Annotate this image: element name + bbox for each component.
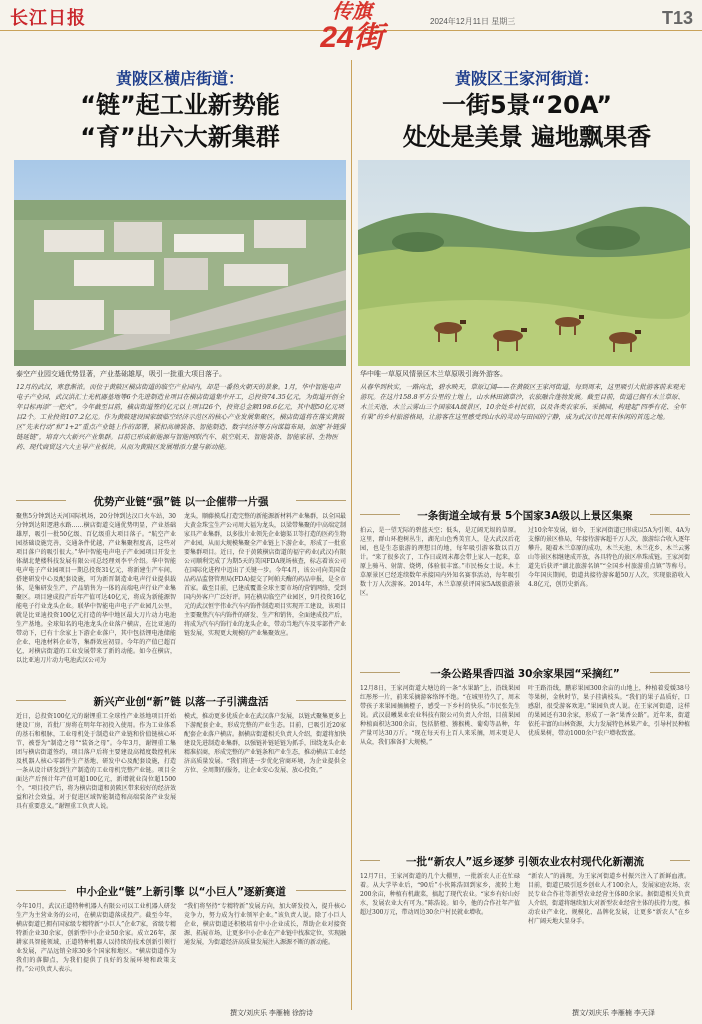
right-s3-rule-right <box>670 860 690 861</box>
section-logo <box>312 0 392 72</box>
left-headline-1: “链”起工业新势能 <box>80 91 280 119</box>
right-section1-column-1: 拍云，是一望无际的碧蓝天空；低头，是辽阔无垠的草原。这里，群山环抱树丛生，湖光山色秀美宜人，是大武汉后花园，也是生态旅游的理想目的地，每年吸引游客数以百万计。“来了很多次了，工作日或周末都会带上家人一起来，草原上骑马、射箭、烧烤，体验很丰富。”市民杨女士说。本土草原景区已经连续数年承接国内外知名赛事活动，每年吸引数十万人次游客。2014年，木兰草原获评国家5A级旅游景区。 <box>360 527 520 597</box>
right-s3-rule-left <box>360 860 380 861</box>
left-section3-column-1: 今年10月，武汉正道特种机器人有限公司以工业机器人研发生产为主营业务的公司，在横店街道落成投产。截至今年，横店街道已拥有国家级专精特新“小巨人”企业7家，省级专精特新企业30余家，创新型中小企业50余家。成立26年，深耕家具智能领域，正道特种机器人以持续的技术创新引领行业发展，产品远销全球30多个国家和地区。“横店街道作为我们的落脚点，为我们提供了良好的发展环境和政策支持。”公司负责人表示。 <box>16 903 176 973</box>
right-photo-caption: 华中唯一草原风情景区木兰草原吸引海外游客。 <box>360 371 507 378</box>
left-headline-2: “育”出六大新集群 <box>80 123 280 151</box>
left-section2-column-1: 近日，总投资100亿元的谢锂重工全球性产业基地项目开始建设厂房，首批厂房将在明年年初投入使用。作为工业体系的基石和根脉，工业母机处于制造业产业链和价值链核心环节，被誉为“制造之母”“装备之母”。今年3月，谢锂重工集团与横店街道签约，项目落户后将主要建设高精度数控机床及机器人核心零部件生产基地、研发中心及配套设施，打造一条从设计研发到生产制造的工业母机完整产业链。项目全面达产后预计年产值可超100亿元，新增就业岗位超1500个。“项目投产后，将为横店街道和黄陂区带来较好的经济效益和社会效益，对于促进区域智能制造和高端装备产业发展具有重要意义。”谢锂重工负责人说。 <box>16 713 176 810</box>
right-section3-title: 一批“新农人”返乡逐梦 引领农业农村现代化新潮流 <box>406 856 644 868</box>
left-section3-title: 中小企业“链”上新引擎 以“小巨人”逐新赛道 <box>76 886 286 898</box>
column-divider <box>351 60 352 1010</box>
right-headline-2: 处处是美景 遍地飘果香 <box>402 123 652 151</box>
left-s2-rule-right <box>296 700 346 701</box>
right-section2-column-2: 叶王路沿线，鹏彩果园300余亩的山地上，种植着爱媛38号等果树，金秋时节，果子挂满枝头。“我们的果子品质好，口感甜，很受游客欢迎。”果园负责人说。在王家河街道，这样的果园还有30余家，形成了一条“果香公路”。近年来，街道依托丰富的山林资源，大力发展特色林果产业，引导村民种植优质果树，带动1000余户农户增收致富。 <box>528 685 690 737</box>
left-lead-paragraph: 12月的武汉，寒意渐浓。而位于黄陂区横店街道的临空产业园内，却是一番热火朝天的景象。1月，华中智能电声电子产业园，武汉洪汇士光机器基地等6个先进制造业项目在横店街道集中开工，总投资74.35亿元，为街道开创全年目标再添“一把火”。今年截至目前，横店街道签约亿元以上项目26个，投资总金额198.6亿元，其中超50亿元项目2个。工业投资107.2亿元。作为黄陂建设国家级临空经济示范区的核心产业发展集聚区，横店街道将在落实黄陂区“先来行动”和“1+2”重点产业链上作的部署，紧扣高端装备、智能制造、数字经济等方向谋篇布局，加速“补链强链延链”，培育六大新兴产业集群。目前已形成新能源与智能网联汽车、航空航天、智能装备、智能家居、生物医药、现代商贸这六大主导产业板块。从而为黄陂区发展增添力量与新动能。 <box>16 383 346 451</box>
industrial-park-aerial-image <box>14 160 346 366</box>
right-s1-rule-left <box>360 514 400 515</box>
right-section1-title: 一条街道全域有景 5个国家3A级以上景区集聚 <box>417 510 633 522</box>
right-byline: 撰文/刘庆乐 李雁楠 李天泽 <box>572 1010 655 1017</box>
left-section1-column-2: 龙头，顺藤摸瓜打造完整的新能源新材料产业集群，以全国最大黄金珠宝生产公司周大福为龙头，以梁带集聚的中高端定制家具产业集群，以多肽片业领先企业德渠卫等打造的医药生物产业园，从而大规模集聚全产业链上下游企业，形成了一批重要集群项目。近日，位于黄陂横店街道的福宁药业(武汉)有限公司顺利完成了为期5天的美国FDA现场核查，标志着该公司在国际化进程中迈出了关键一步。今年4月，该公司向美国食品药品监督管理局(FDA)提交了阿帕夫酶的药品申报，是全市首家。截至目前，已建成覆盖全球主要市场的营销网络，受到国内外客户广泛好评。同在横店临空产业园区，9月投资16亿元的武汉恒宇伟业汽车内饰件制造项目实现开工建设，该项目主要聚焦汽车内饰件的研发、生产和销售，全面建成投产后，将成为汽车内饰行业的龙头企业，带动当地汽车及零部件产业链发展，实现更大规模的产业集聚效应。 <box>184 513 346 637</box>
section-logo-bottom: 24街 <box>320 21 384 54</box>
right-lead-paragraph: 从春华到秋实，一路向北，碧水映天，草原辽阔——在黄陂区王家河街道，每到周末，这里吸引大批游客前来观光游玩。在这片158.8平方公里的土地上，山水林田湖草沙，农旅融合蓬勃发展。截至目前，街道已拥有木兰草原、木兰天池、木兰云雾山三个国家4A级景区，10余处乡村民宿，以及各类农家乐、采摘园，构建起“四季有花、全年有果”的乡村旅游格局，让游客在这里感受到山水的灵动与田园的宁静，成为武汉市民周末休闲的首选之地。 <box>360 383 686 421</box>
mulan-grassland-horses-image <box>358 160 690 366</box>
right-kicker: 黄陂区王家河街道： <box>454 69 599 88</box>
left-s3-rule-right <box>296 890 346 891</box>
left-section1-column-1: 聚焦5分钟到达天河国际机场，20分钟到达汉口火车站，30分钟到达阳逻港水路……横店街道交通优势明显，产业基础雄厚，吸引一批50亿级、百亿级重大项目落子。“航空产业园基础设施完善，交通条件优越，产业集聚程度高，这些对项目落户的吸引很大。”华中智能电声电子产业园项目开发主体湖北楚楼科技发展有限公司总经理刘李平介绍。华中智能电声电子产业园项目一期总投资31亿元，将新建生产车间，搭建研发中心及配套设施，可为新晋制造业电声行业提供载体，是集研发生产、产品销售为一体的高端电声行业产业集聚区。项目建成投产后年产值可达40亿元，将成为新能源智能电子行业龙头企业。联华中智能电声电子产业园几公里，就是比亚迪投资100亿元打造的华中地区最大刀片动力电池生产基地。全球知名的电池龙头企业落户横店，在比亚迪的带动下，已有十余家上下游企业落户，其中包括锂电池储能企业、电池材料企业等，集群效应初显。今年的产值已超百亿，对横店街道的工业发展带来了新的动能。如今在横店，以比亚迪刀片动力电池武汉公司为 <box>16 513 176 664</box>
left-s3-rule-left <box>16 890 66 891</box>
right-photo-grassland <box>358 160 690 366</box>
right-s2-rule-left <box>360 672 400 673</box>
left-photo-industrial-park <box>14 160 346 366</box>
right-s2-rule-right <box>650 672 690 673</box>
right-section2-column-1: 12月8日，王家河街道大塘边的一条“水果路”上，沿线果园红彤彤一片，前来采摘游客络绎不绝。“在城里待久了，周末带孩子来果园摘摘橙子，感受一下乡村的快乐。”市民张先生说。武汉晨曦果业农业科技有限公司负责人介绍，目前果园种植面积达300余亩，包括脐橙、猕猴桃、葡萄等品种，年产量可达30万斤。“现在每天有上百人来采摘，周末更是人从众，我们准备扩大规模。” <box>360 685 520 746</box>
page-number: T13 <box>662 8 694 28</box>
left-s1-rule-right <box>296 500 346 501</box>
right-section3-column-2: “新农人”的涌现，为王家河街道乡村振兴注入了新鲜血液。目前，街道已吸引返乡创业人才100余人，发展家庭农场、农民专业合作社等新型农业经营主体80余家。据街道相关负责人介绍，街道将继续加大对新型农业经营主体的扶持力度，推动农业产业化、规模化、品牌化发展，让更多“新农人”在乡村广阔天地大显身手。 <box>528 873 690 925</box>
left-kicker: 黄陂区横店街道： <box>115 69 244 88</box>
left-section2-title: 新兴产业创“新”链 以落一子引满盘活 <box>93 696 269 708</box>
left-s1-rule-left <box>16 500 66 501</box>
left-section1-title: 优势产业链“强”链 以一企催带一片强 <box>93 496 269 508</box>
right-section2-title: 一条公路果香四溢 30余家果园“采摘红” <box>430 668 620 680</box>
left-photo-caption: 泰空产业园交通优势显著，产业基础雄厚，吸引一批重大项目落子。 <box>16 371 226 378</box>
newspaper-logo: 长江日报 <box>10 8 86 29</box>
right-s1-rule-right <box>650 514 690 515</box>
left-byline: 撰文/刘庆乐 李雁楠 徐韵诗 <box>230 1010 313 1017</box>
right-section1-column-2: 过10余年发展，如今，王家河街道已形成以5A为引领、4A为支撑的景区格局，年接待游客超千万人次，旅游综合收入逐年攀升。随着木兰草原的成功，木兰天池、木兰花乡、木兰云雾山等景区相继建成开放，各具特色的景区串珠成链。王家河街道先后获评“湖北旅游名镇”“全国乡村旅游重点镇”等称号。今年国庆期间，街道共接待游客超50万人次，实现旅游收入4.8亿元，创历史新高。 <box>528 527 690 588</box>
issue-date: 2024年12月11日 星期三 <box>430 17 516 26</box>
right-section3-column-1: 12月7日，王家河街道的几个大棚里，一批新农人正在忙碌着。从大学毕业后，“90后”小伙陈浩回到家乡，流转土地200余亩，种植有机蔬菜，搞起了现代农业。“家乡有好山好水，发展农业大有可为。”陈浩说。如今，他的合作社年产值超过300万元，带动周边30余户村民就业增收。 <box>360 873 520 916</box>
section-logo-top: 传旗 <box>332 0 372 23</box>
left-s2-rule-left <box>16 700 66 701</box>
right-headline-1: 一街5景“20A” <box>441 91 612 119</box>
left-section3-column-2: “我们将坚持“专精特新”发展方向，加大研发投入，提升核心竞争力，努力成为行业领军企业。”该负责人说。除了小巨人企业，横店街道还积极培育中小企业成长，帮助企业对接资源、拓展市场，让更多中小企业在产业链中找准定位，实现融通发展，为街道经济高质量发展注入源源不断的新动能。 <box>184 903 346 946</box>
left-section2-column-2: 模式，推动更多优质企业在武汉落户发展，以链式聚集更多上下游配套企业，形成完整的产业生态。目前，已吸引近20家配套企业落户横店。据横店街道相关负责人介绍，街道将加快建设先进制造业集群，以强链补链延链为抓手，围绕龙头企业精准招商，形成完整的产业链条和产业生态，推动横店工业经济高质量发展。“我们将进一步优化营商环境，为企业提供全方位、全周期的服务，让企业安心发展、放心投资。” <box>184 713 346 774</box>
